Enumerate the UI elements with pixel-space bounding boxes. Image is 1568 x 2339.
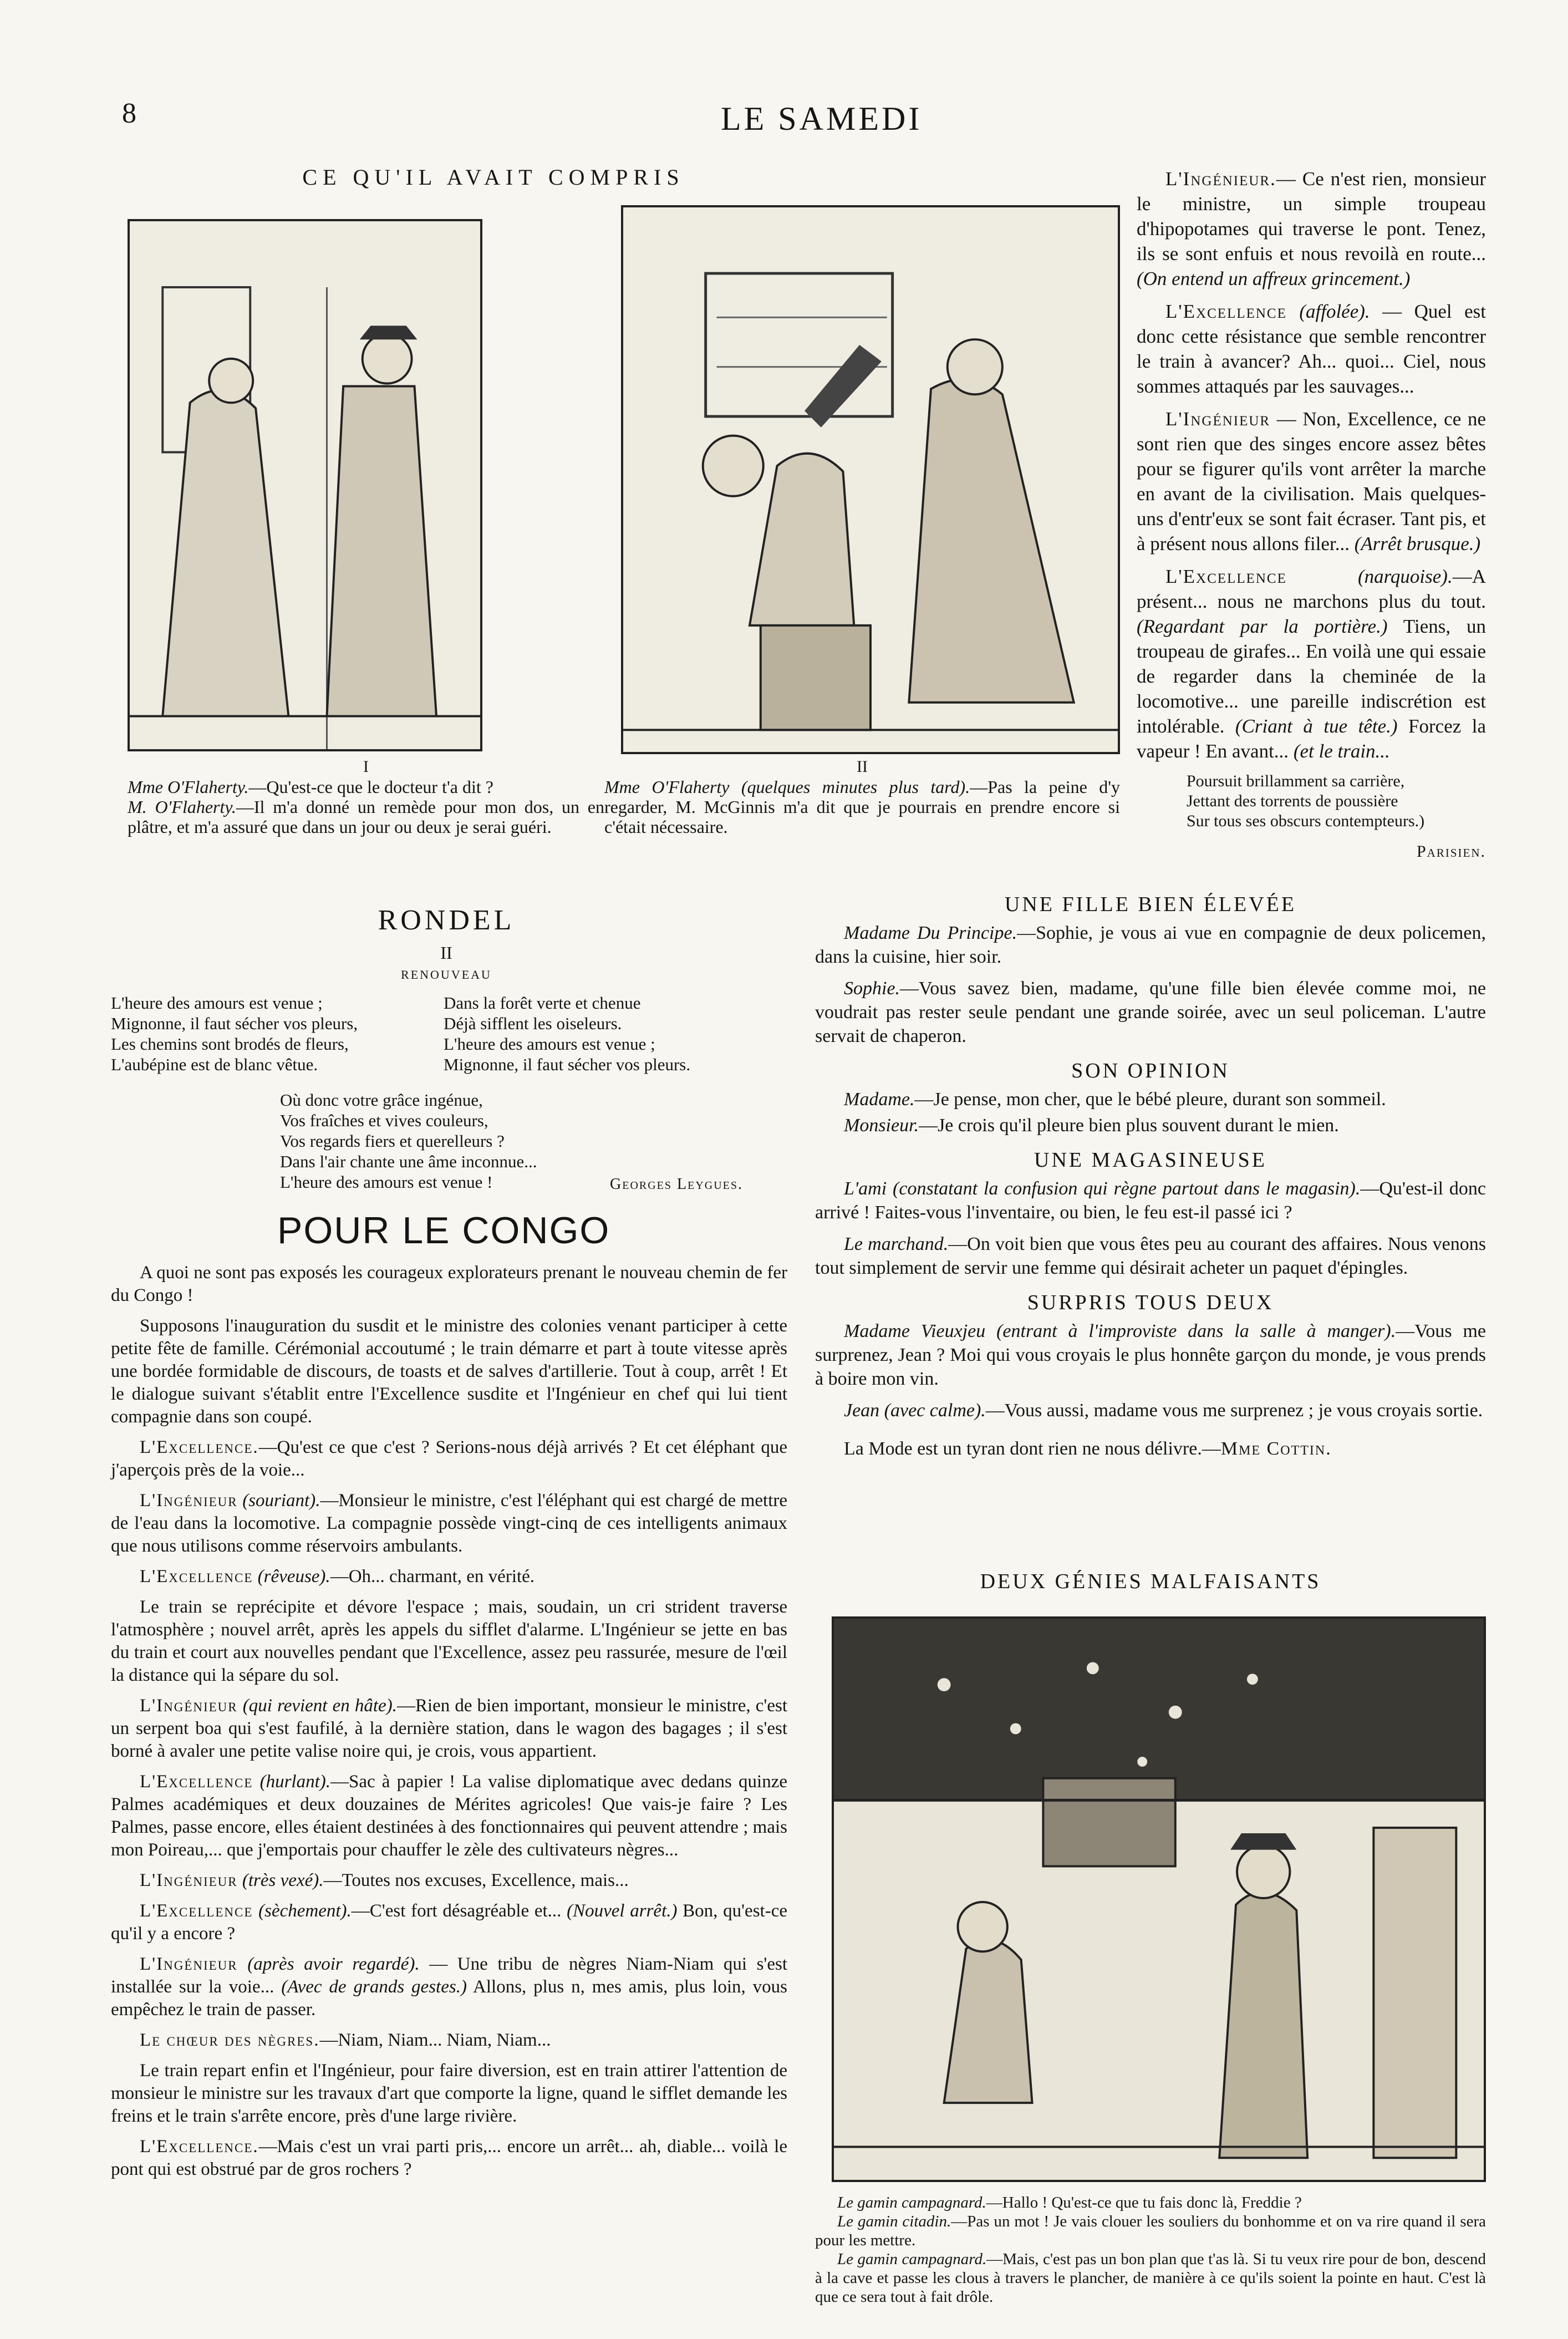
opinion-title: SON OPINION <box>1071 1059 1230 1082</box>
cartoon1-title: CE QU'IL AVAIT COMPRIS <box>302 165 685 190</box>
panel1-text1: —Qu'est-ce que le docteur t'a dit ? <box>248 777 493 797</box>
rondel-subtitle: RENOUVEAU <box>401 968 492 982</box>
congo-cont-para: L'Ingénieur — Non, Excellence, ce ne sont rien que des singes encore assez bêtes pour se figurer qu'ils vont arrêter la marche en avant de la civilisation. Mais quelques-uns d'entr'eux se sont fait écraser. Tant pis, et à présent nous allons filer... (Arrêt brusque.) <box>1137 408 1486 555</box>
cartoon1-panel2-caption <box>604 757 1120 837</box>
cartoon2-title: DEUX GÉNIES MALFAISANTS <box>980 1570 1321 1593</box>
rondel-stanza2: Dans la forêt verte et chenue Déjà sifflent les oiseleurs. L'heure des amours est venue ; Mignonne, il faut sécher vos pleurs. <box>444 993 691 1074</box>
congo-verse: Poursuit brillamment sa carrière, Jettant des torrents de poussière Sur tous ses obscurs contempteurs.) <box>1187 772 1425 830</box>
cartoon1-panel2-illustration <box>621 205 1120 754</box>
rondel-stanza1: L'heure des amours est venue ; Mignonne, il faut sécher vos pleurs, Les chemins sont brodés de fleurs, L'aubépine est de blanc vêtue. <box>111 993 358 1074</box>
cartoon1-panel1-illustration <box>128 219 482 751</box>
congo-cont-para: L'Ingénieur.— Ce n'est rien, monsieur le ministre, un simple troupeau d'hipopotames qui traverse le pont. Tenez, ils se sont enfuis et nous revoilà en route... (On entend un affreux grincement.) <box>1137 168 1486 289</box>
panel2-speaker: Mme O'Flaherty (quelques minutes plus tard). <box>604 777 970 797</box>
congo-title: POUR LE CONGO <box>277 1209 610 1252</box>
page-number: 8 <box>122 98 136 129</box>
cartoon2-illustration <box>832 1616 1486 2182</box>
cartoon1-panel1-caption <box>128 757 604 837</box>
rondel-author: Georges Leygues. <box>610 1176 743 1193</box>
panel2-numeral: II <box>857 757 868 776</box>
cartoon2-captions: Le gamin campagnard.—Hallo ! Qu'est-ce que tu fais donc là, Freddie ? Le gamin citadin.—Pas un mot ! Je vais clouer les souliers du bonhomme et on va rire quand il sera pour les mettre. Le gamin campagnard.—Mais, c'est pas un bon plan que t'as là. Si tu veux rire pour de bon, descend à la cave et passe les clous à travers le plancher, de manière à ce qu'ils soient la pointe en haut. C'est là que ce sera tout à fait drôle. <box>815 2194 1486 2306</box>
panel1-speaker1: Mme O'Flaherty. <box>128 777 249 797</box>
congo-cont-para: L'Excellence (narquoise).—A présent... nous ne marchons plus du tout. (Regardant par la portière.) Tiens, un troupeau de girafes... En voilà une qui essaie de regarder dans la cheminée de la locomotive... une pareille indiscrétion est intolérable. (Criant à tue tête.) Forcez la vapeur ! En avant... (et le train... <box>1137 566 1486 762</box>
panel2-text: —Pas la peine d'y regarder, M. McGinnis m'a dit que je pourrais en prendre encore si c'était nécessaire. <box>604 777 1121 837</box>
congo-signature: Parisien. <box>1416 842 1486 861</box>
rondel-stanza3: Où donc votre grâce ingénue, Vos fraîches et vives couleurs, Vos regards fiers et querelleurs ? Dans l'air chante une âme inconnue... L'heure des amours est venue ! <box>280 1090 537 1192</box>
fille-title: UNE FILLE BIEN ÉLEVÉE <box>1004 893 1297 916</box>
journal-title: LE SAMEDI <box>721 100 923 137</box>
panel1-text2: —Il m'a donné un remède pour mon dos, un en plâtre, et m'a assuré que dans un jour ou deux je serai guéri. <box>128 797 605 837</box>
congo-cont-para: L'Excellence (affolée). — Quel est donc cette résistance que semble rencontrer le train à avancer? Ah... quoi... Ciel, nous sommes attaqués par les sauvages... <box>1137 301 1486 397</box>
congo-article: A quoi ne sont pas exposés les courageux explorateurs prenant le nouveau chemin de fer du Congo ! Supposons l'inauguration du susdit et le ministre des colonies venant participer à cette petite fête de famille. Cérémonial accoutumé ; le train démarre et part à toute vitesse après une bordée formidable de discours, de toasts et de salves d'artillerie. Tout à coup, arrêt ! Et le dialogue suivant s'établit entre l'Excellence susdite et l'Ingénieur en chef qui lui tient compagnie dans son coupé. L'Excellence.—Qu'est ce que c'est ? Serions-nous déjà arrivés ? Et cet éléphant que j'aperçois près de la voie... L'Ingénieur (souriant).—Monsieur le ministre, c'est l'éléphant qui est chargé de mettre de l'eau dans la locomotive. La compagnie possède vingt-cinq de ces intelligents animaux que nous utilisons comme réservoirs ambulants. L'Excellence (rêveuse).—Oh... charmant, en vérité. Le train se reprécipite et dévore l'espace ; mais, soudain, un cri strident traverse l'atmosphère ; nouvel arrêt, après les appels du sifflet d'alarme. L'Ingénieur se jette en bas du train et court aux nouvelles pendant que l'Excellence, assez peu rassurée, mesure de l'œil la distance qui la sépare du sol. L'Ingénieur (qui revient en hâte).—Rien de bien important, monsieur le ministre, c'est un serpent boa qui s'est faufilé, à la dernière station, dans le wagon des bagages ; il s'est borné à avaler une petite valise noire qui, je crois, vous appartient. L'Excellence (hurlant).—Sac à papier ! La valise diplomatique avec dedans quinze Palmes académiques et deux douzaines de Mérites agricoles! Que vais-je faire ? Les Palmes, passe encore, elles étaient destinées à des fonctionnaires qui peuvent attendre ; mais mon Poireau,... que j'emportais pour chauffer le zèle des cultivateurs nègres... L'Ingénieur (très vexé).—Toutes nos excuses, Excellence, mais... L'Excellence (sèchement).—C'est fort désagréable et... (Nouvel arrêt.) Bon, qu'est-ce qu'il y a encore ? L'Ingénieur (après avoir regardé). — Une tribu de nègres Niam-Niam qui s'est installée sur la voie... (Avec de grands gestes.) Allons, plus n, mes amis, plus loin, vous empêchez le train de passer. Le chœur des nègres.—Niam, Niam... Niam, Niam... Le train repart enfin et l'Ingénieur, pour faire diversion, est en train attirer l'attention de monsieur le ministre sur les travaux d'art que comporte la ligne, quand le sifflet demande les freins et le train s'arrête encore, près d'une large rivière. L'Excellence.—Mais c'est un vrai parti pris,... encore un arrêt... ah, diable... voilà le pont qui est obstrué par de gros rochers ? <box>111 1263 788 2179</box>
surpris-title: SURPRIS TOUS DEUX <box>1027 1291 1274 1314</box>
rondel-title: RONDEL <box>378 904 515 936</box>
congo-continued <box>1137 166 1486 864</box>
panel1-numeral: I <box>363 757 369 776</box>
panel1-speaker2: M. O'Flaherty. <box>128 797 236 817</box>
rondel-numeral: II <box>440 943 452 963</box>
right-column-pieces: UNE FILLE BIEN ÉLEVÉE Madame Du Principe.—Sophie, je vous ai vue en compagnie de deux policemen, dans la cuisine, hier soir. Sophie.—Vous savez bien, madame, qu'une fille bien élevée comme moi, ne voudrait pas rester seule pendant une grande soirée, avec un seul policeman. L'autre servait de chaperon. SON OPINION Madame.—Je pense, mon cher, que le bébé pleure, durant son sommeil. Monsieur.—Je crois qu'il pleure bien plus souvent durant le mien. UNE MAGASINEUSE L'ami (constatant la confusion qui règne partout dans le magasin).—Qu'est-il donc arrivé ! Faites-vous l'inventaire, ou bien, le feu est-il passé ici ? Le marchand.—On voit bien que vous êtes peu au courant des affaires. Nous venons tout simplement de servir une femme qui désirait acheter un paquet d'épingles. SURPRIS TOUS DEUX Madame Vieuxjeu (entrant à l'improviste dans la salle à manger).—Vous me surprenez, Jean ? Moi qui vous croyais le plus honnête garçon du monde, je vous prends à boire mon vin. Jean (avec calme).—Vous aussi, madame vous me surprenez ; je vous croyais sortie. La Mode est un tyran dont rien ne nous délivre.—Mme Cottin. <box>815 893 1486 1468</box>
maxim: La Mode est un tyran dont rien ne nous délivre.—Mme Cottin. <box>844 1438 1332 1459</box>
magasineuse-title: UNE MAGASINEUSE <box>1034 1148 1267 1172</box>
